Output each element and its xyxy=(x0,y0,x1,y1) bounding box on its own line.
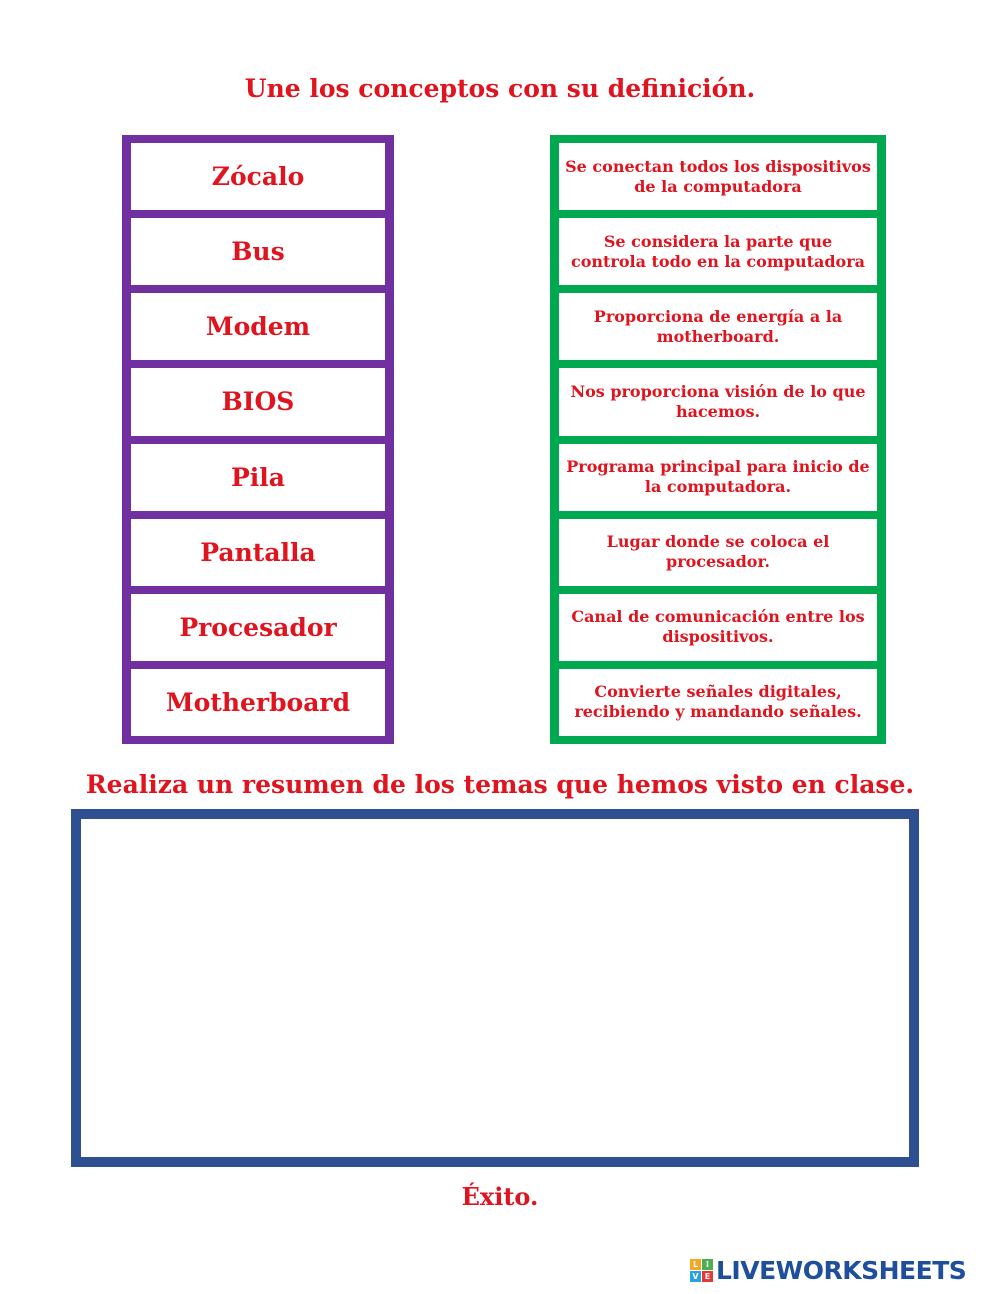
definition-card[interactable]: Proporciona de energía a la motherboard. xyxy=(559,293,877,360)
concept-card[interactable]: Bus xyxy=(131,218,385,285)
concept-card[interactable]: Modem xyxy=(131,293,385,360)
concept-card[interactable]: Pantalla xyxy=(131,519,385,586)
definition-card[interactable]: Se conectan todos los dispositivos de la computadora xyxy=(559,143,877,210)
definition-card[interactable]: Canal de comunicación entre los dispositivos. xyxy=(559,594,877,661)
liveworksheets-logo-icon xyxy=(690,1259,713,1282)
definition-card[interactable]: Lugar donde se coloca el procesador. xyxy=(559,519,877,586)
definition-card[interactable]: Nos proporciona visión de lo que hacemos. xyxy=(559,368,877,435)
definition-card[interactable]: Programa principal para inicio de la computadora. xyxy=(559,444,877,511)
concept-card[interactable]: Motherboard xyxy=(131,669,385,736)
concept-card[interactable]: BIOS xyxy=(131,368,385,435)
definition-card[interactable]: Convierte señales digitales, recibiendo y mandando señales. xyxy=(559,669,877,736)
logo-icon-tile: E xyxy=(702,1271,713,1282)
logo-wordmark: LIVEWORKSHEETS xyxy=(716,1255,967,1285)
concept-card[interactable]: Zócalo xyxy=(131,143,385,210)
closing-message: Éxito. xyxy=(461,1182,539,1211)
summary-answer-box[interactable] xyxy=(71,809,919,1167)
liveworksheets-logo xyxy=(690,1254,966,1286)
concept-card[interactable]: Pila xyxy=(131,444,385,511)
concept-card[interactable]: Procesador xyxy=(131,594,385,661)
match-instruction-title: Une los conceptos con su definición. xyxy=(244,74,756,103)
concepts-column xyxy=(122,135,394,744)
logo-icon-tile: V xyxy=(690,1271,701,1282)
definition-card[interactable]: Se considera la parte que controla todo en la computadora xyxy=(559,218,877,285)
summary-instruction-title: Realiza un resumen de los temas que hemos visto en clase. xyxy=(85,770,915,799)
logo-icon-tile: L xyxy=(690,1259,701,1270)
definitions-column xyxy=(550,135,886,744)
logo-icon-tile: I xyxy=(702,1259,713,1270)
